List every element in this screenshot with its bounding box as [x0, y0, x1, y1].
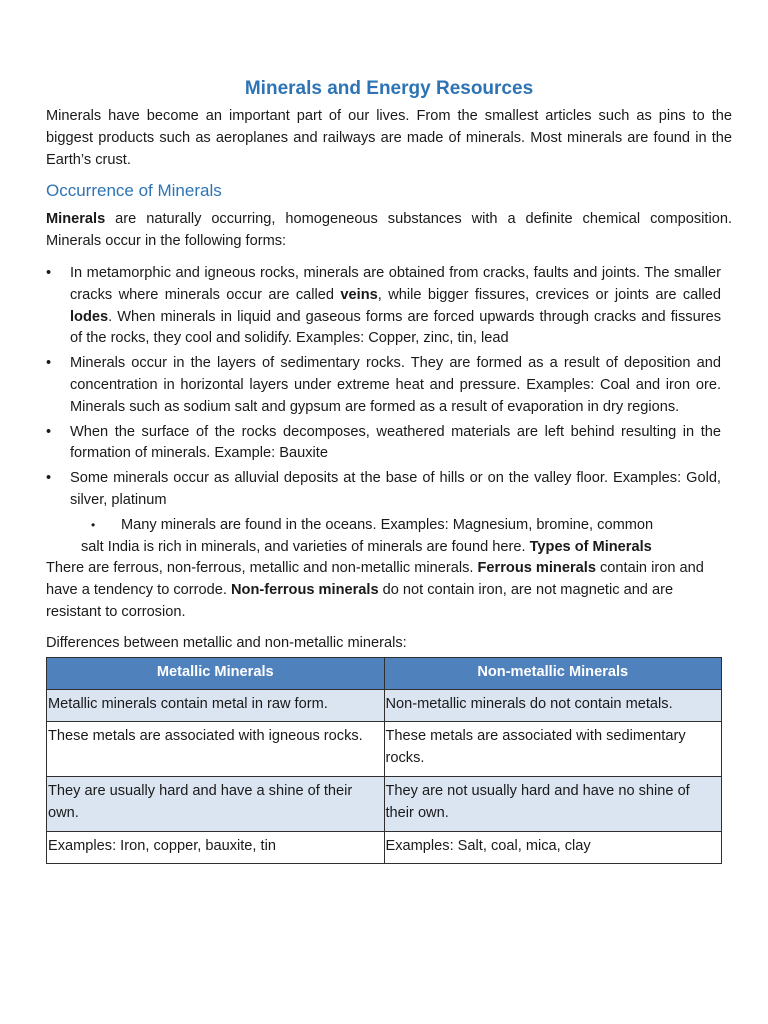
minerals-definition: [46, 209, 732, 253]
sub-list-item: • Many minerals are found in the oceans. Examples: Magnesium, bromine, common salt India is rich in minerals, and varieties of minerals are found here. Types of Minerals: [81, 516, 654, 555]
page-title: Minerals and Energy Resources: [244, 78, 534, 99]
bullet-icon: •: [46, 355, 52, 372]
table-cell: Examples: Iron, copper, bauxite, tin: [47, 831, 385, 864]
definition-text: are naturally occurring, homogeneous substances with a definite chemical composition. Minerals occur in the following forms:: [46, 211, 732, 250]
list-item: • When the surface of the rocks decomposes, weathered materials are left behind resulting in the formation of minerals. Example: Bauxite: [46, 423, 721, 462]
veins-term: veins: [340, 286, 378, 303]
lodes-term: lodes: [70, 308, 109, 325]
list-item: • In metamorphic and igneous rocks, minerals are obtained from cracks, faults and joints. The smaller cracks where minerals occur are called veins, while bigger fissures, crevices or joints are called lodes. When minerals in liquid and gaseous forms are forced upwards through cracks and fissures of the rocks, they cool and solidify. Examples: Copper, zinc, tin, lead: [46, 264, 721, 347]
nonferrous-term: Non-ferrous minerals: [230, 582, 379, 599]
list-item: • Some minerals occur as alluvial deposits at the base of hills or on the valley floor. Examples: Gold, silver, platinum: [46, 470, 721, 508]
occurrence-list: [46, 263, 732, 512]
table-header-row: [47, 657, 722, 689]
comparison-table: [46, 657, 722, 865]
list-item: • Minerals occur in the layers of sedimentary rocks. They are formed as a result of deposition and concentration in horizontal layers under extreme heat and pressure. Examples: Coal and iron ore. Minerals such as sodium salt and gypsum are formed as a result of evaporation in dry regions.: [46, 355, 721, 415]
table-cell: Examples: Salt, coal, mica, clay: [384, 831, 722, 864]
intro-paragraph: Minerals have become an important part of our lives. From the smallest articles such as pins to the biggest products such as aeroplanes and railways are made of minerals. Most minerals are found in the Earth’s crust.: [46, 108, 732, 168]
bullet-icon: •: [46, 423, 52, 440]
bullet-icon: •: [46, 470, 52, 487]
bullet-icon: •: [91, 517, 96, 532]
table-row: [47, 722, 722, 777]
types-paragraph: There are ferrous, non-ferrous, metallic and non-metallic minerals. Ferrous minerals contain iron and have a tendency to corrode. Non-ferrous minerals do not contain iron, are not magnetic and are resistant to corrosion.: [46, 560, 704, 620]
table-row: [47, 776, 722, 831]
bullet-icon: •: [46, 264, 52, 281]
header-metallic: Metallic Minerals: [47, 657, 385, 689]
table-cell: They are usually hard and have a shine of their own.: [47, 776, 385, 831]
section-heading-occurrence: Occurrence of Minerals: [46, 181, 222, 201]
types-heading: Types of Minerals: [529, 538, 652, 555]
table-row: [47, 689, 722, 722]
table-row: [47, 831, 722, 864]
header-nonmetallic: Non-metallic Minerals: [384, 657, 722, 689]
table-caption: Differences between metallic and non-metallic minerals:: [46, 634, 407, 651]
table-cell: Non-metallic minerals do not contain metals.: [384, 689, 722, 722]
document-page: [46, 76, 732, 864]
table-cell: They are not usually hard and have no shine of their own.: [384, 776, 722, 831]
minerals-term: Minerals: [46, 211, 106, 228]
table-cell: These metals are associated with igneous rocks.: [47, 722, 385, 777]
table-cell: Metallic minerals contain metal in raw form.: [47, 689, 385, 722]
table-cell: These metals are associated with sedimentary rocks.: [384, 722, 722, 777]
ferrous-term: Ferrous minerals: [477, 560, 596, 577]
